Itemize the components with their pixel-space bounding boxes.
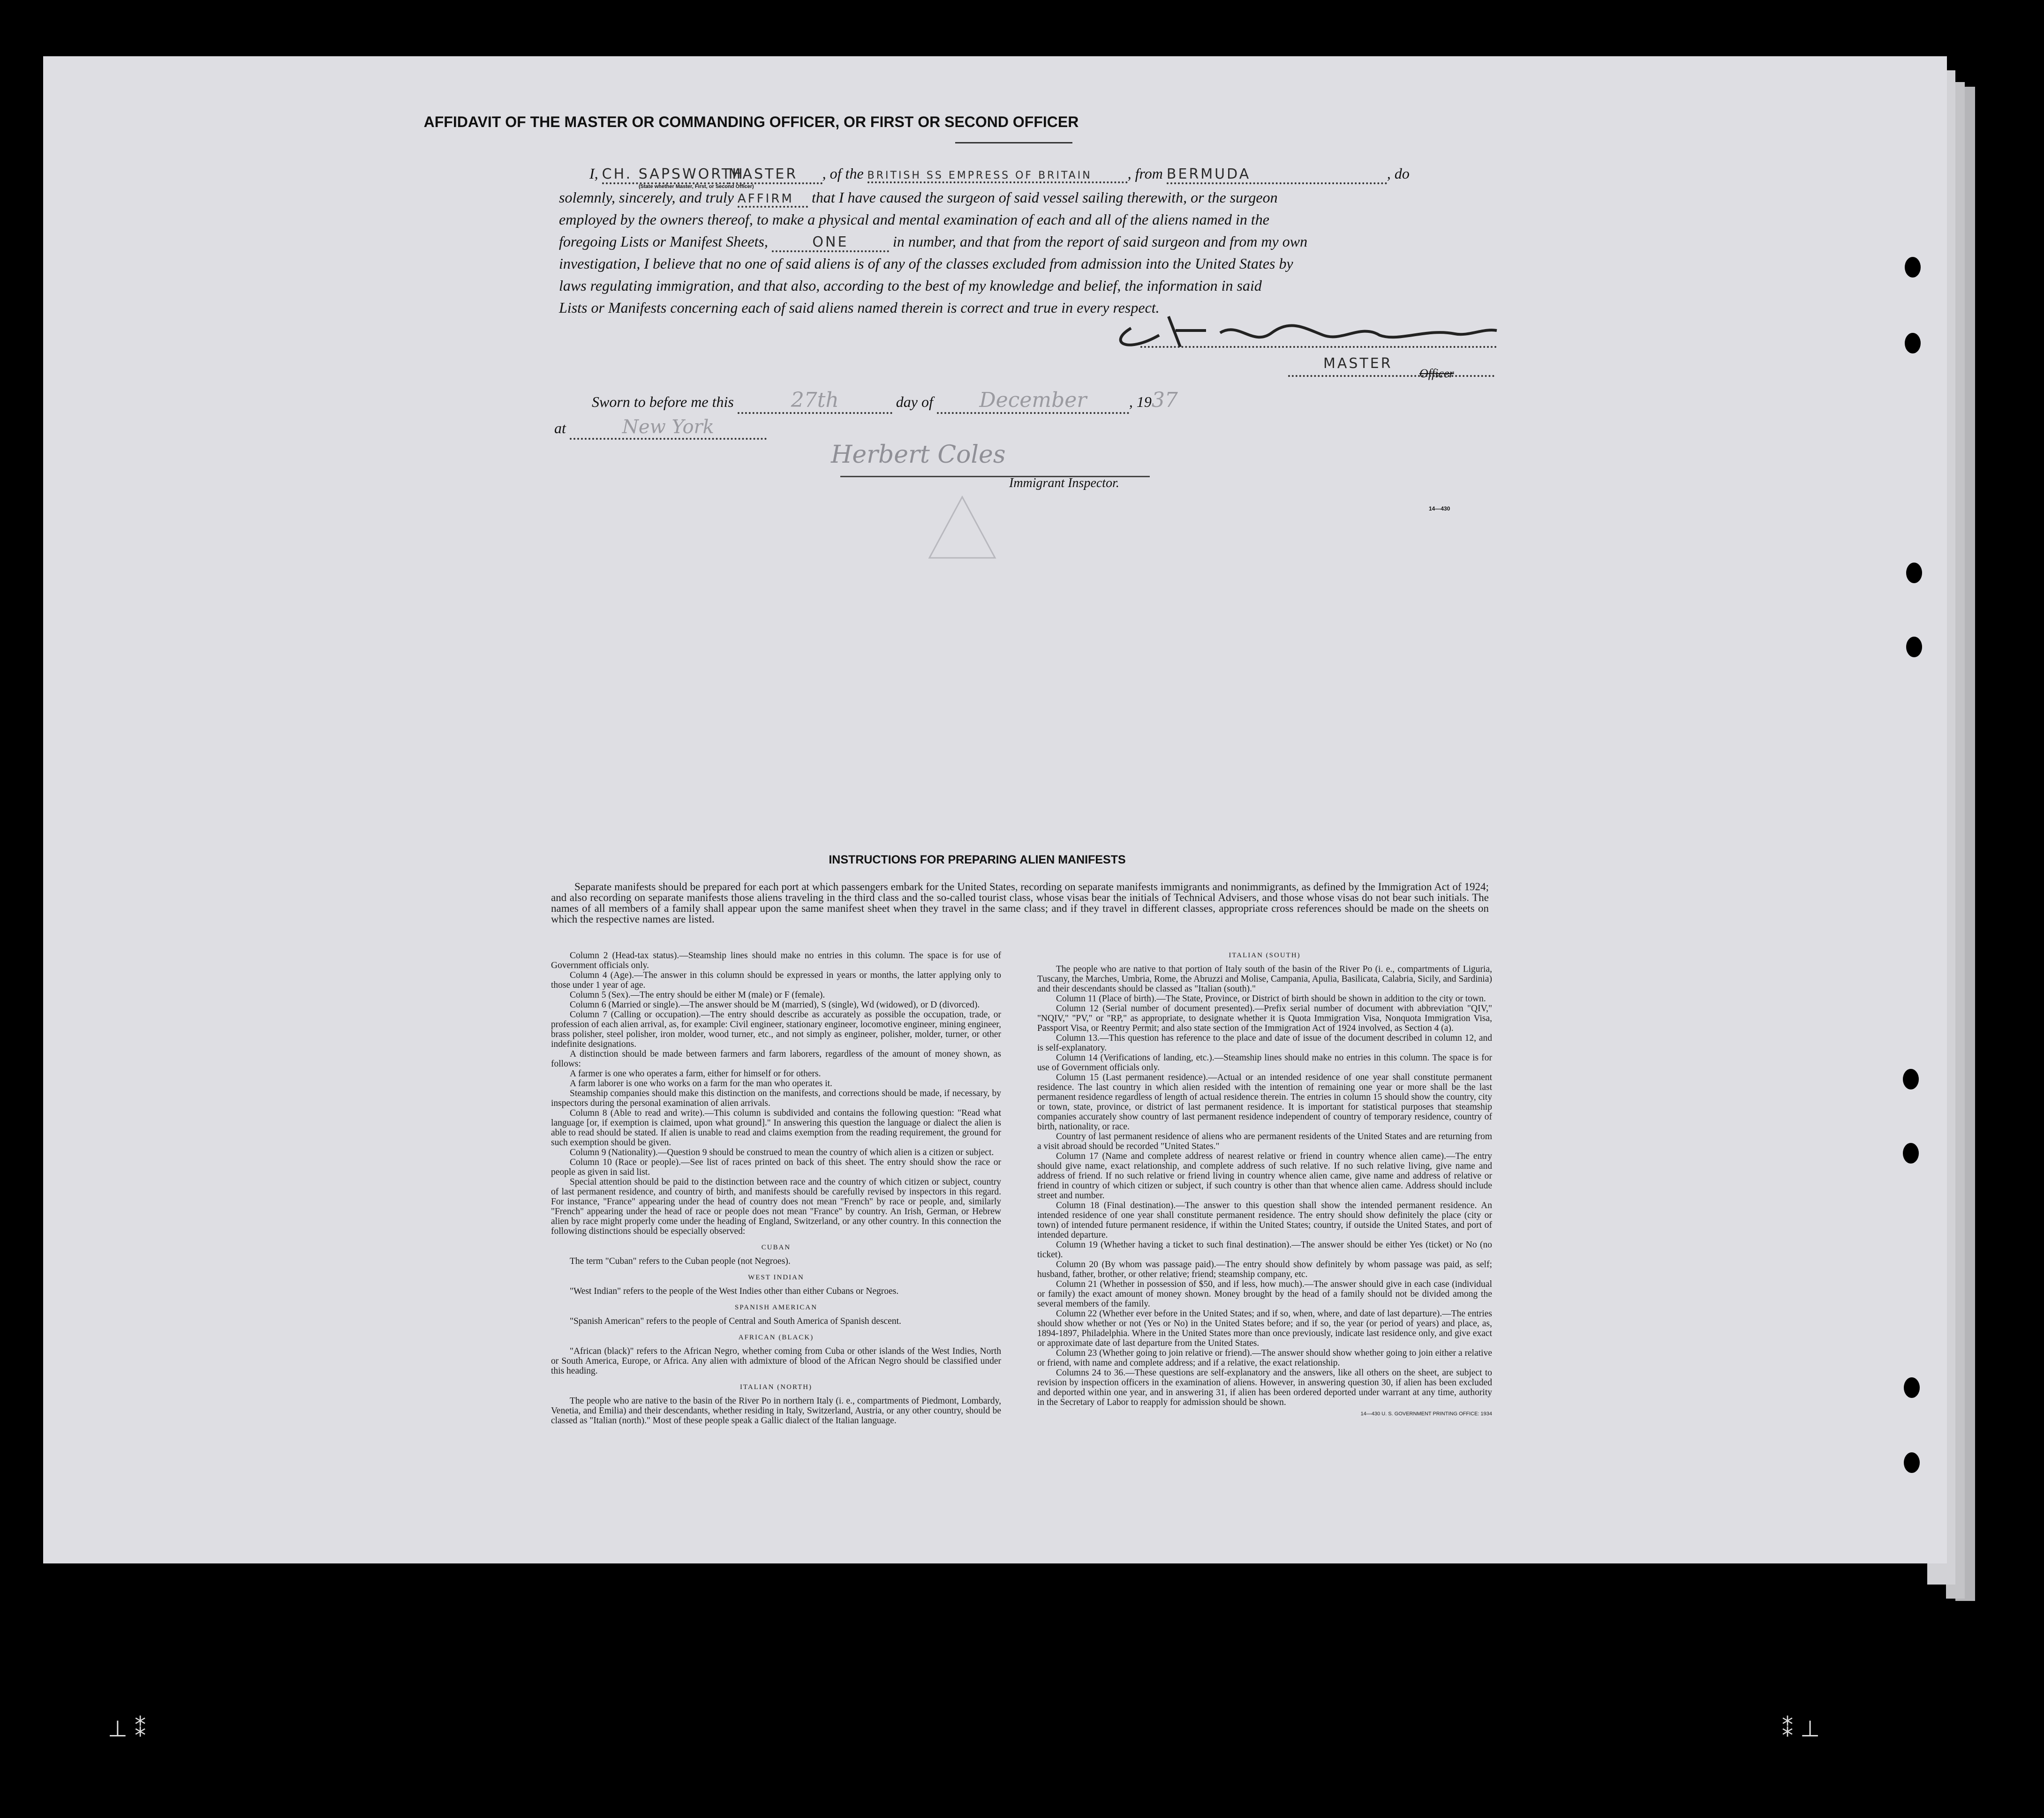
left-paragraph: A farm laborer is one who works on a farm for the man who operates it. [570,1079,832,1089]
right-paragraph: Column 22 (Whether ever before in the United States; and if so, when, where, and date of last departure).—The entries should show whether or not (Yes or No) in the United States before; and if so, the year (or period of years) and place, as, 1894-1897, Philadelphia. Where in the United States more than once previously, indicate last residence only, and give exact or approximate date of last departure from the United States. [1037,1309,1492,1348]
african-definition: "African (black)" refers to the African Negro, whether coming from Cuba or other islands of the West Indies, North or South America, Europe, or Africa. Any alien with admixture of blood of the African Negro should be classified under this heading. [551,1346,1001,1376]
west-indian-definition: "West Indian" refers to the people of the West Indies other than either Cubans or Negroes. [570,1286,899,1296]
heading-cuban: CUBAN [761,1244,791,1251]
sworn-month-handwritten: December [937,388,1129,414]
left-paragraph: Column 8 (Able to read and write).—This column is subdivided and contains the following question: "Read what language [or, if exemption is claimed, upon what ground]." In answering this question the language or dialect the alien is able to read should be stated. If alien is unable to read and claims exemption from the reading requirement, the ground for such exemption should be given. [551,1108,1001,1148]
affidavit-line-5: investigation, I believe that no one of said aliens is of any of the classes excluded from admission into the United States by [559,255,1293,272]
master-name-handwritten: CH. SAPSWORTH [602,166,729,184]
sworn-at-line [554,416,976,440]
line-4-prefix: foregoing Lists or Manifest Sheets, [559,233,768,250]
binder-hole [1906,563,1922,583]
right-paragraph: Columns 24 to 36.—These questions are self-explanatory and the answers, like all others on the sheet, are subject to revision by inspection officers in the examination of aliens. However, in answering question 30, if alien has been excluded and deported within one year, and in answering 31, if alien has been ordered deported under warrant at any time, authority in the Secretary of Labor to reapply for admission should be shown. [1037,1368,1492,1407]
line-4-text: in number, and that from the report of said surgeon and from my own [892,233,1308,250]
left-paragraph: A distinction should be made between farmers and farm laborers, regardless of the amount of money shown, as follows: [551,1049,1001,1069]
instructions-footer: 14—430 U. S. GOVERNMENT PRINTING OFFICE: 1934 [1360,1411,1492,1417]
sworn-year-handwritten: 37 [1151,388,1178,412]
title-rule [955,142,1072,143]
inspector-label: Immigrant Inspector. [1009,476,1119,490]
binder-hole [1906,637,1922,657]
heading-spanish-american: SPANISH AMERICAN [734,1304,818,1311]
affidavit-line-4 [559,233,1525,252]
affidavit-line-3: employed by the owners thereof, to make a physical and mental examination of each and all of the aliens named in the [559,211,1269,228]
left-paragraph: Column 7 (Calling or occupation).—The entry should describe as accurately as possible the occupation, trade, or profession of each alien arrival, as, for example: Civil engineer, stationary engineer, locomotive engineer, mining engineer, brass polisher, steel polisher, iron molder, wood turner, etc., and not simply as engineer, polisher, molder, turner, or other indefinite designations. [551,1010,1001,1049]
heading-west-indian: WEST INDIAN [748,1274,804,1281]
binder-hole [1905,333,1921,353]
italian-north-definition: The people who are native to the basin of the River Po in northern Italy (i. e., compartments of Piedmont, Lombardy, Venetia, and Emilia) and their descendants, whether residing in Italy, Switzerland, Austria, or any other country, should be classed as "Italian (north)." Most of these people speak a Gallic dialect of the Italian language. [551,1396,1001,1426]
binder-hole [1904,1452,1920,1473]
departure-port-handwritten: BERMUDA [1167,166,1387,184]
left-paragraph: Special attention should be paid to the distinction between race and the country of which citizen or subject, country of last permanent residence, and country of birth, and manifests should be carefully revised by inspectors in this regard. For instance, "France" appearing under the head of country does not mean "French" by race or people, and, similarly "French" appearing under the head of race or people does not mean "France" by country. An Irish, German, or Hebrew alien by race might properly come under the heading of England, Switzerland, or any other country. In this connection the following distinctions should be especially observed: [551,1177,1001,1236]
line-1-from: , from [1127,165,1163,182]
affidavit-line-1 [589,165,1527,184]
heading-italian-north: ITALIAN (NORTH) [739,1383,813,1391]
film-marker-right: ⁑ ⊥ [1782,1716,1820,1742]
heading-italian-south: ITALIAN (SOUTH) [1229,952,1301,959]
affidavit-line-2 [559,189,1525,208]
left-paragraph: Column 6 (Married or single).—The answer should be M (married), S (single), Wd (widowed), or D (divorced). [570,1000,980,1010]
film-marker-left: ⊥ ⁑ [108,1716,146,1742]
sworn-year-prefix: , 19 [1129,393,1152,410]
vessel-name-handwritten: BRITISH SS EMPRESS OF BRITAIN [867,170,1128,183]
instructions-right-column [1037,951,1492,1419]
at-label: at [554,420,566,436]
left-paragraph: Column 2 (Head-tax status).—Steamship lines should make no entries in this column. The space is for use of Government officials only. [551,951,1001,970]
signer-role-rule [1288,375,1494,377]
right-paragraph: Column 20 (By whom was passage paid).—The entry should show definitely by whom passage was paid, as self; husband, father, brother, or other relative; friend; steamship company, etc. [1037,1260,1492,1279]
left-paragraph: Column 10 (Race or people).—See list of races printed on back of this sheet. The entry should show the race or people as given in said list. [551,1157,1001,1177]
binder-hole [1903,1143,1919,1164]
manifest-page [43,56,1947,1563]
signer-role-handwritten: MASTER [1323,355,1393,372]
faint-stamp [925,492,1000,567]
right-paragraph: Column 13.—This question has reference to the place and date of issue of the document described in column 12, and is self-explanatory. [1037,1033,1492,1053]
signature-rule [1140,346,1497,348]
line-2-prefix: solemnly, sincerely, and truly [559,189,734,206]
right-paragraph: Country of last permanent residence of aliens who are permanent residents of the United States and are returning from a visit abroad should be recorded "United States." [1037,1132,1492,1151]
master-signature [1098,309,1501,352]
signer-role-printed: Officer [1419,367,1454,380]
sworn-place-handwritten: New York [570,416,767,440]
affidavit-title: AFFIDAVIT OF THE MASTER OR COMMANDING OFFICER, OR FIRST OR SECOND OFFICER [423,113,1079,130]
line-2-text: that I have caused the surgeon of said vessel sailing therewith, or the surgeon [811,189,1278,206]
cuban-definition: The term "Cuban" refers to the Cuban people (not Negroes). [570,1256,791,1266]
rank-handwritten: MASTER [729,166,822,184]
affidavit-line-7: Lists or Manifests concerning each of said aliens named therein is correct and true in every respect. [559,299,1160,316]
sworn-line [592,388,1342,414]
right-paragraph: Column 15 (Last permanent residence).—Actual or an intended residence of one year shall constitute permanent residence. The last country in which alien resided with the intention of remaining one year or more shall be the last permanent residence regardless of length of actual residence therein. The entries in column 15 should show the country, city or town, state, province, or district of last permanent residence. It is important for statistical purposes that steamship companies accurately show country of last permanent residence independent of country of temporary residence, country of birth, nationality, or race. [1037,1073,1492,1132]
affirm-handwritten: AFFIRM [738,192,808,208]
rank-instruction-note: (State whether Master, First, or Second Officer) [639,184,754,189]
sworn-prefix: Sworn to before me this [592,393,734,410]
right-paragraph: Column 18 (Final destination).—The answer to this question shall show the intended permanent residence. An intended residence of one year shall constitute permanent residence. The entry should show definitely the place (city or town) of intended future permanent residence, if within the United States; country, if outside the United States, and port of intended departure. [1037,1201,1492,1240]
right-paragraph: Column 23 (Whether going to join relative or friend).—The answer should show whether going to join either a relative or friend, with name and complete address; and if a relative, the exact relationship. [1037,1348,1492,1368]
left-paragraph: Steamship companies should make this distinction on the manifests, and corrections should be made, if necessary, by inspectors during the personal examination of alien arrivals. [551,1089,1001,1108]
left-paragraph: Column 4 (Age).—The answer in this column should be expressed in years or months, the latter applying only to those under 1 year of age. [551,970,1001,990]
inspector-signature: Herbert Coles [831,441,1006,469]
line-1-prefix: I, [589,165,598,182]
sheet-count-handwritten: ONE [772,234,889,252]
left-paragraph: A farmer is one who operates a farm, either for himself or for others. [570,1069,821,1079]
instructions-left-column [551,951,1001,1426]
left-paragraph: Column 9 (Nationality).—Question 9 should be construed to mean the country of which alien is a citizen or subject. [570,1148,994,1157]
line-1-do: , do [1387,165,1410,182]
spanish-american-definition: "Spanish American" refers to the people of Central and South America of Spanish descent. [570,1316,901,1326]
heading-african: AFRICAN (BLACK) [738,1334,814,1341]
right-paragraph: Column 21 (Whether in possession of $50, and if less, how much).—The answer should give in each case (individual or family) the exact amount of money shown. Money brought by the head of a family should not be divided among the several members of the family. [1037,1279,1492,1309]
binder-hole [1904,1377,1920,1398]
left-paragraph: Column 5 (Sex).—The entry should be either M (male) or F (female). [570,990,825,1000]
right-paragraph: Column 17 (Name and complete address of nearest relative or friend in country whence alien came).—The entry should give name, exact relationship, and complete address of such relative. If no such relative living, give name and address of friend. If no such relative or friend living in country whence alien came, give name and address of relative or friend in country of which citizen or subject, if such country is other than that whence alien came. Address should include street and number. [1037,1151,1492,1201]
instructions-title: INSTRUCTIONS FOR PREPARING ALIEN MANIFESTS [829,853,1126,866]
binder-hole [1903,1069,1919,1089]
right-paragraph: The people who are native to that portion of Italy south of the basin of the River Po (i. e., compartments of Liguria, Tuscany, the Marches, Umbria, Rome, the Abruzzi and Molise, Campania, Apulia, Basilicata, Calabria, Sicily, and Sardinia) and their descendants should be classed as "Italian (south)." [1037,964,1492,994]
sworn-day-of: day of [896,393,933,410]
instructions-intro: Separate manifests should be prepared for each port at which passengers embark for the United States, recording on separate manifests immigrants and nonimmigrants, as defined by the Immigration Act of 1924; and also recording on separate manifests those aliens traveling in the third class and the so-called tourist class, whose visas bear the initials of Technical Advisers, and those whose visas do not bear such initials. The names of all members of a family shall appear upon the same manifest sheet when they travel in the same class; and if they travel in different classes, appropriate cross references should be made on the sheets on which the respective names are listed. [551,881,1489,925]
line-1-of-the: , of the [822,165,864,182]
affidavit-form-number: 14—430 [1429,505,1450,512]
affidavit-line-6: laws regulating immigration, and that also, according to the best of my knowledge and belief, the information in said [559,277,1262,294]
binder-hole [1905,257,1921,278]
sworn-day-handwritten: 27th [738,388,892,414]
right-paragraph: Column 14 (Verifications of landing, etc.).—Steamship lines should make no entries in this column. The space is for use of Government officials only. [1037,1053,1492,1073]
right-paragraph: Column 12 (Serial number of document presented).—Prefix serial number of document with abbreviation "QIV," "NQIV," "PV," or "RP," as appropriate, to designate whether it is Quota Immigration Visa, Nonquota Immigration Visa, Passport Visa, or Reentry Permit; and also state section of the Immigration Act of 1924 involved, as Section 4 (a). [1037,1004,1492,1033]
right-paragraph: Column 11 (Place of birth).—The State, Province, or District of birth should be shown in addition to the city or town. [1056,994,1486,1004]
right-paragraph: Column 19 (Whether having a ticket to such final destination).—The answer should be either Yes (ticket) or No (no ticket). [1037,1240,1492,1260]
